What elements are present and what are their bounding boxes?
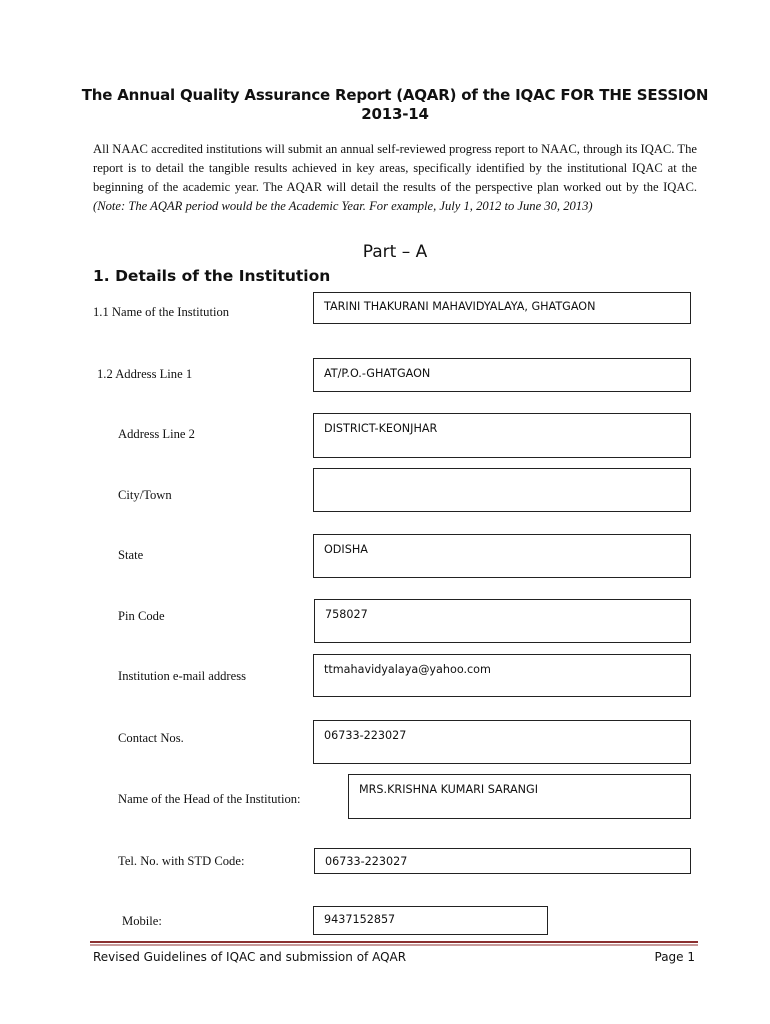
intro-paragraph	[93, 140, 697, 216]
institution-name-field[interactable]: TARINI THAKURANI MAHAVIDYALAYA, GHATGAON	[313, 292, 691, 324]
address-line-2-field[interactable]: DISTRICT-KEONJHAR	[313, 413, 691, 458]
email-field[interactable]: ttmahavidyalaya@yahoo.com	[313, 654, 691, 697]
tel-field[interactable]: 06733-223027	[314, 848, 691, 874]
tel-label: Tel. No. with STD Code:	[118, 854, 245, 868]
footer-rule-shadow	[90, 944, 698, 946]
state-label: State	[118, 548, 144, 562]
part-heading: Part – A	[362, 242, 428, 262]
head-label: Name of the Head of the Institution:	[118, 792, 301, 806]
address-line-1-field[interactable]: AT/P.O.-GHATGAON	[313, 358, 691, 392]
head-field[interactable]: MRS.KRISHNA KUMARI SARANGI	[348, 774, 691, 819]
institution-name-label: 1.1 Name of the Institution	[93, 305, 230, 319]
address-line-1-label: 1.2 Address Line 1	[97, 367, 193, 381]
mobile-field[interactable]: 9437152857	[313, 906, 548, 935]
section-title: 1. Details of the Institution	[93, 267, 331, 285]
pin-code-field[interactable]: 758027	[314, 599, 691, 643]
contact-label: Contact Nos.	[118, 731, 184, 745]
contact-field[interactable]: 06733-223027	[313, 720, 691, 764]
mobile-label: Mobile:	[122, 914, 162, 928]
state-field[interactable]: ODISHA	[313, 534, 691, 578]
page-number: Page 1	[654, 950, 695, 964]
intro-note: (Note: The AQAR period would be the Academic Year. For example, July 1, 2012 to June 30, 2013)	[93, 199, 593, 213]
address-line-2-label: Address Line 2	[118, 427, 195, 441]
pin-code-label: Pin Code	[118, 609, 165, 623]
document-title: The Annual Quality Assurance Report (AQAR) of the IQAC FOR THE SESSION 2013-14	[81, 86, 709, 123]
city-field[interactable]	[313, 468, 691, 512]
intro-text: All NAAC accredited institutions will submit an annual self-reviewed progress report to NAAC, through its IQAC. The report is to detail the tangible results achieved in key areas, specifically identified by the institutional IQAC at the beginning of the academic year. The AQAR will detail the results of the perspective plan worked out by the IQAC.	[93, 142, 697, 194]
email-label: Institution e-mail address	[118, 669, 247, 683]
footer-text: Revised Guidelines of IQAC and submission of AQAR	[93, 950, 407, 964]
city-label: City/Town	[118, 488, 172, 502]
footer-rule	[90, 941, 698, 943]
